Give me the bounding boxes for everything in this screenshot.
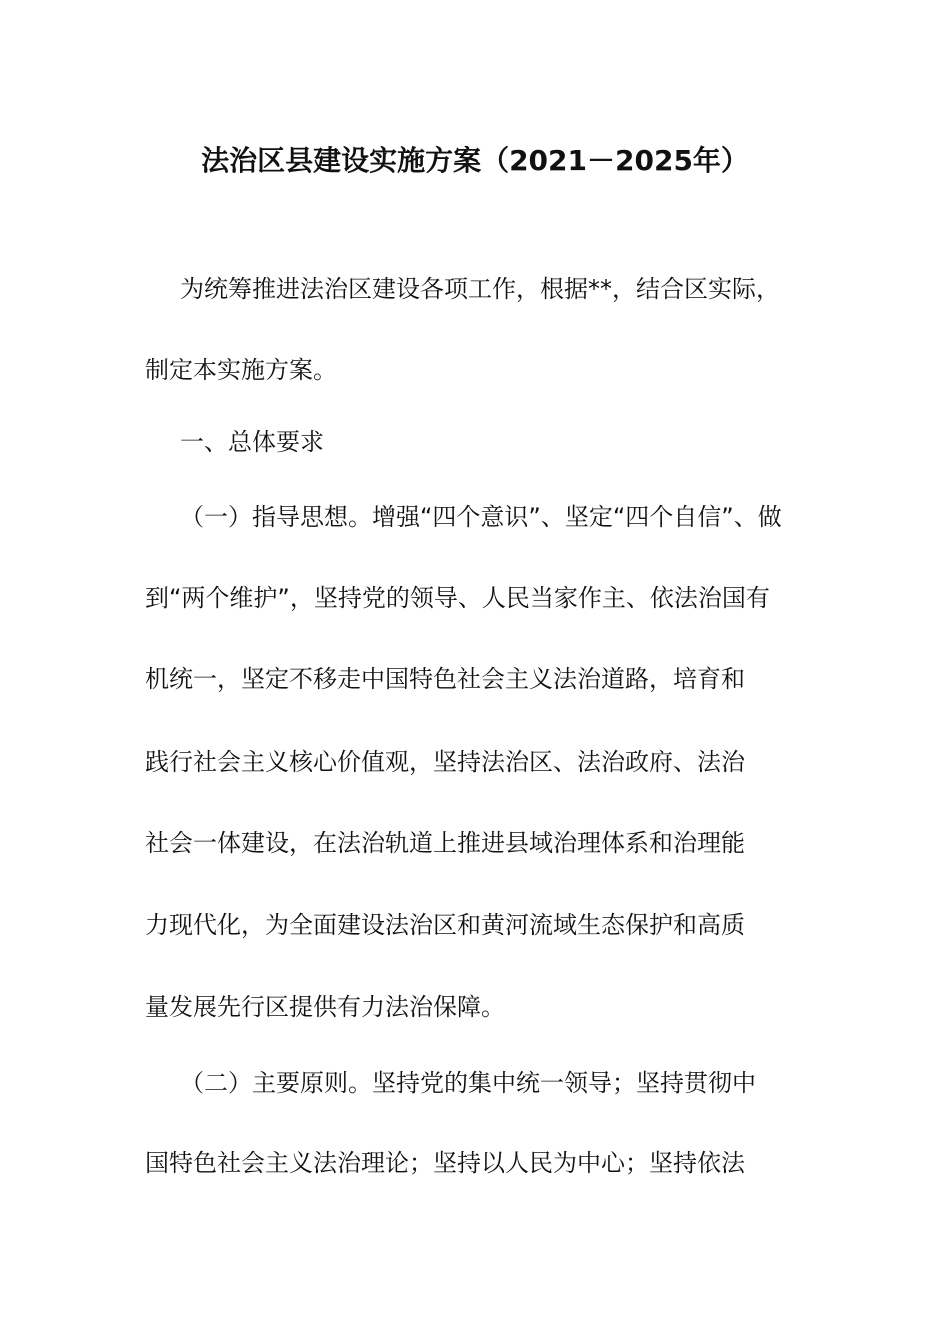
section-heading-general-requirements: 一、总体要求: [180, 428, 324, 456]
paragraph-guiding-thought-line-3: 机统一，坚定不移走中国特色社会主义法治道路，培育和: [145, 665, 745, 693]
paragraph-main-principles-line-1: （二）主要原则。坚持党的集中统一领导；坚持贯彻中: [180, 1069, 756, 1097]
paragraph-intro-line-2: 制定本实施方案。: [145, 356, 337, 384]
paragraph-guiding-thought-line-7: 量发展先行区提供有力法治保障。: [145, 993, 505, 1021]
paragraph-main-principles-line-2: 国特色社会主义法治理论；坚持以人民为中心；坚持依法: [145, 1149, 745, 1177]
document-title: 法治区县建设实施方案（2021－2025年）: [201, 144, 749, 177]
paragraph-guiding-thought-line-1: （一）指导思想。增强“四个意识”、坚定“四个自信”、做: [180, 503, 782, 531]
paragraph-guiding-thought-line-5: 社会一体建设，在法治轨道上推进县域治理体系和治理能: [145, 829, 745, 857]
paragraph-guiding-thought-line-4: 践行社会主义核心价值观，坚持法治区、法治政府、法治: [145, 748, 745, 776]
paragraph-guiding-thought-line-2: 到“两个维护”，坚持党的领导、人民当家作主、依法治国有: [145, 584, 770, 612]
paragraph-guiding-thought-line-6: 力现代化，为全面建设法治区和黄河流域生态保护和高质: [145, 911, 745, 939]
paragraph-intro-line-1: 为统筹推进法治区建设各项工作，根据**，结合区实际，: [180, 275, 780, 303]
